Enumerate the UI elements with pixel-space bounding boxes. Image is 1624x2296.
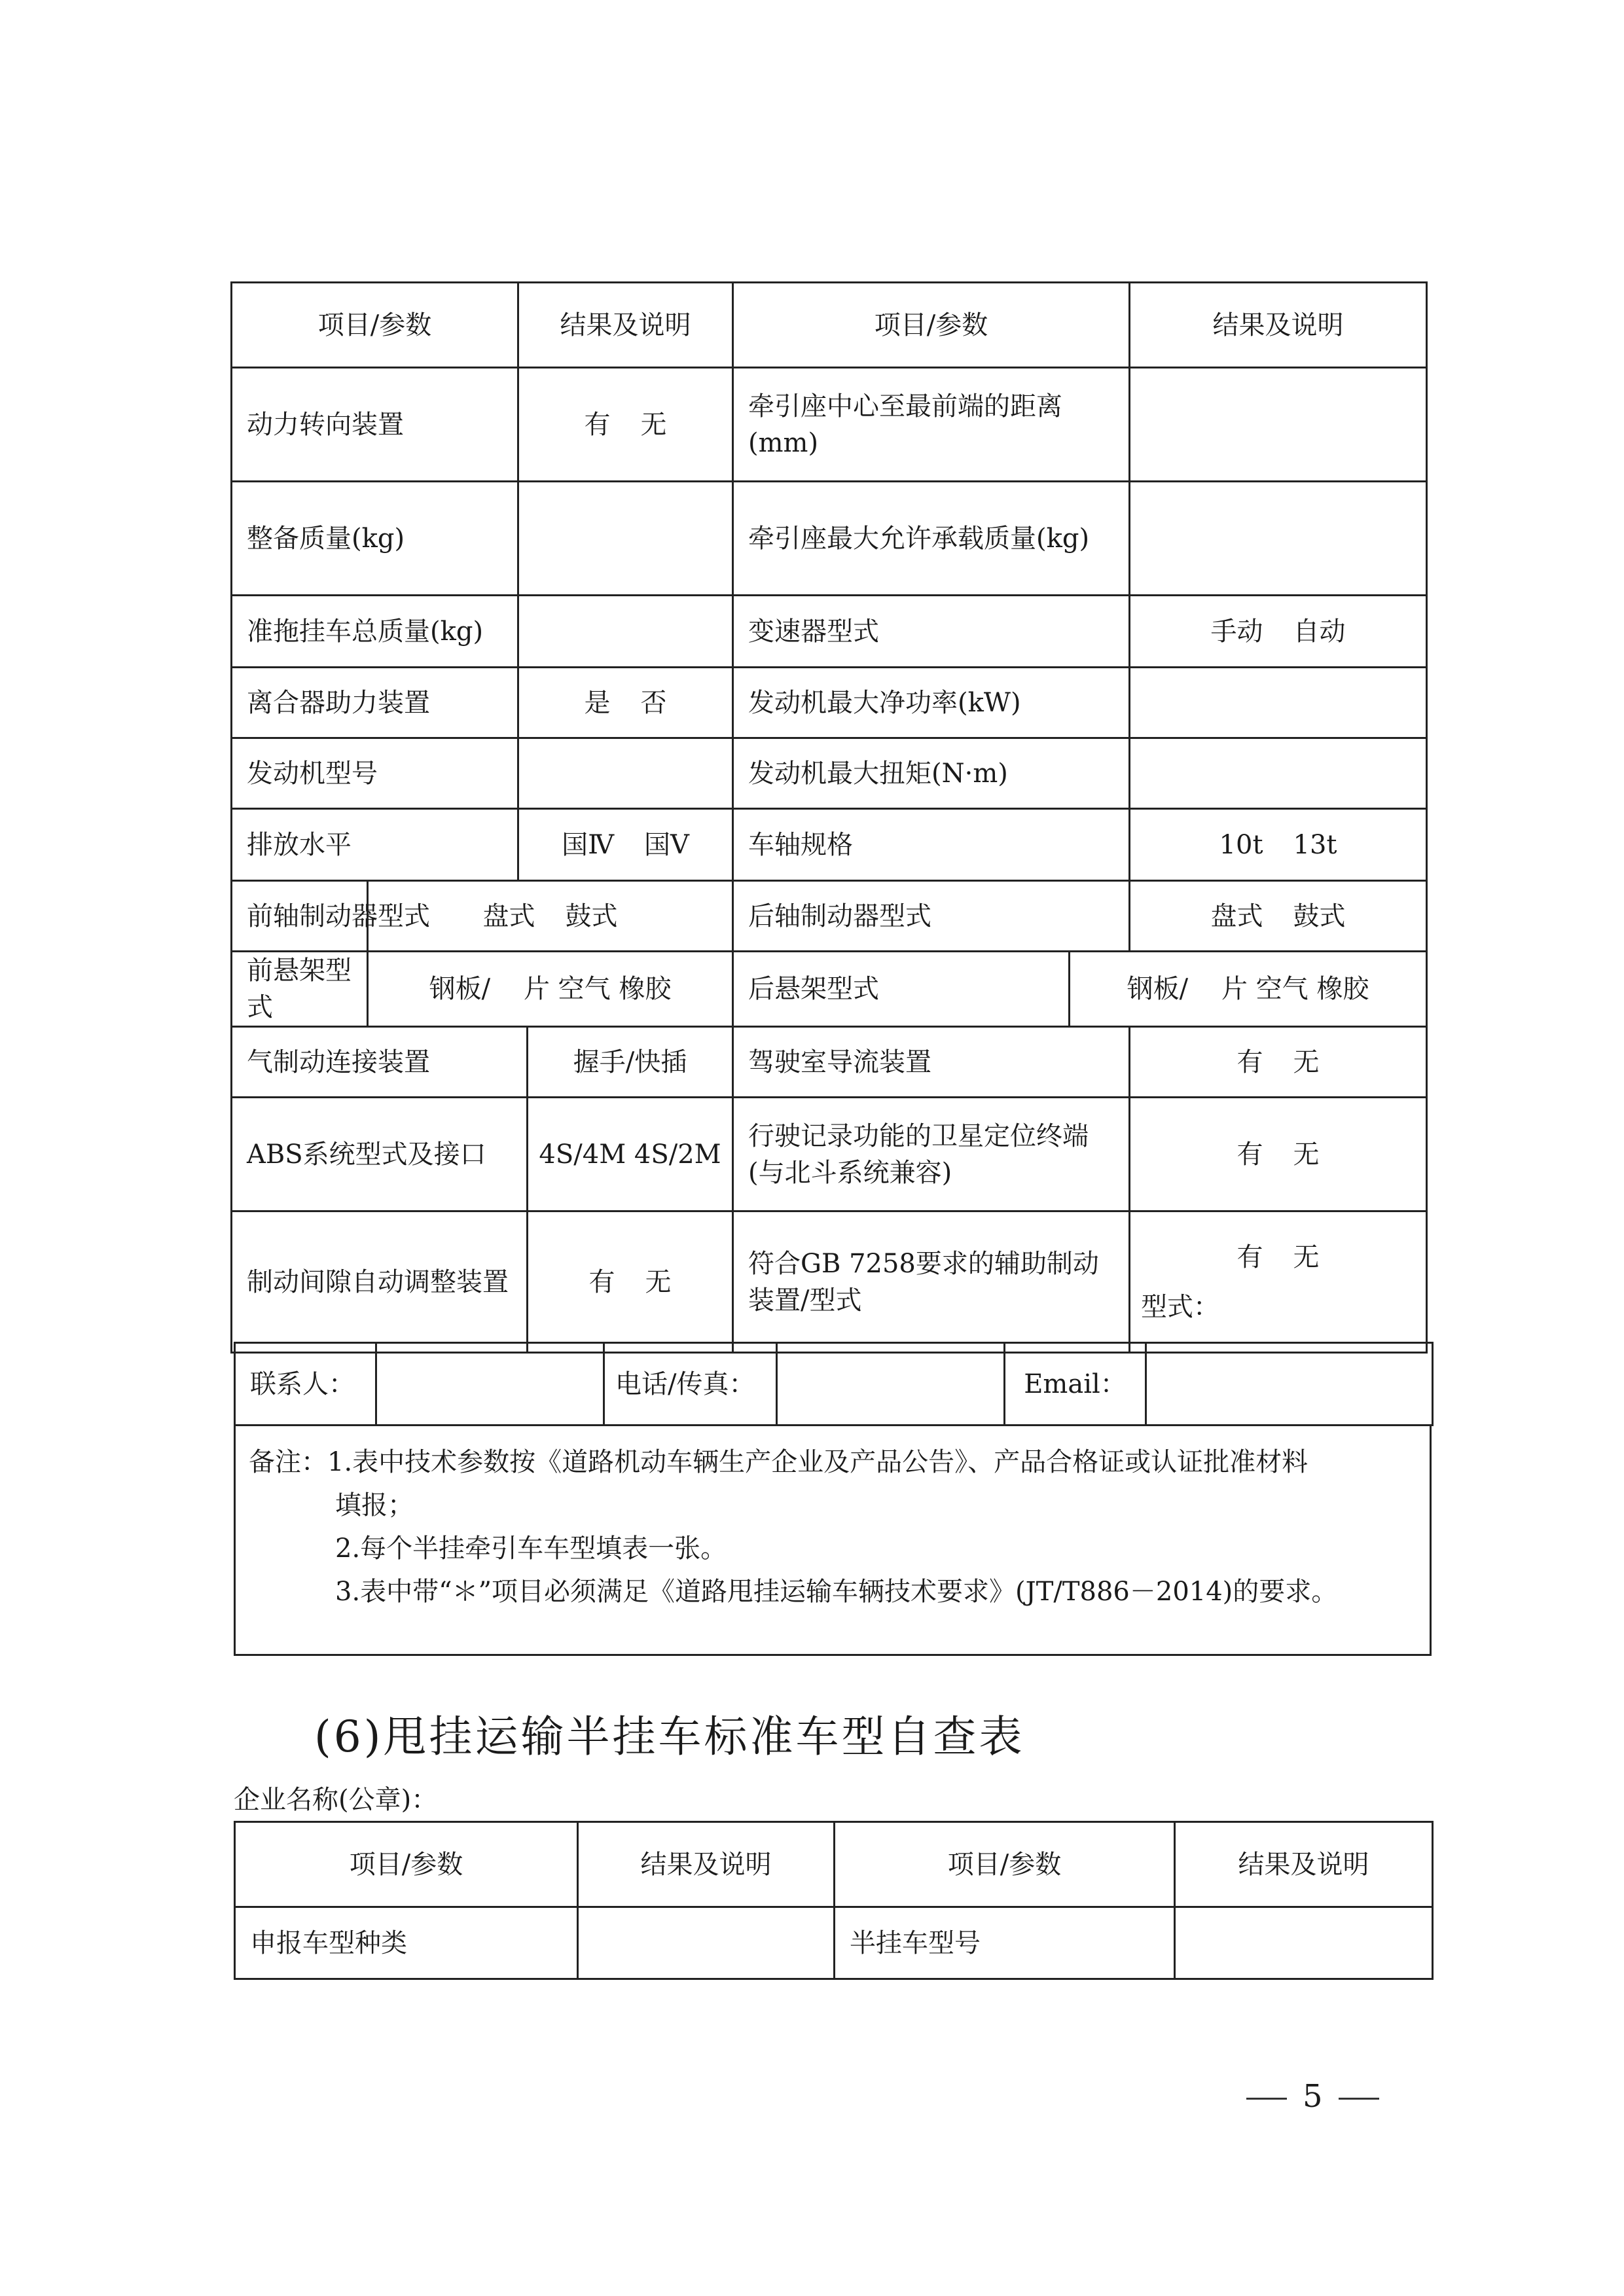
param-label: 发动机最大净功率(kW) xyxy=(733,668,1130,738)
table-row xyxy=(232,668,1427,738)
table-row xyxy=(232,1098,1427,1211)
param-label: 牵引座最大允许承载质量(kg) xyxy=(733,482,1130,596)
table-row xyxy=(232,952,1427,1027)
col-header-item: 项目/参数 xyxy=(733,283,1130,368)
contact-person-field xyxy=(376,1343,604,1426)
col-header-result: 结果及说明 xyxy=(518,283,733,368)
param-value xyxy=(1130,482,1427,596)
remark-line: 填报； xyxy=(335,1490,414,1520)
param-options: 有 无 xyxy=(528,1211,733,1353)
contact-person-label: 联系人： xyxy=(235,1343,376,1426)
param-label: 气制动连接装置 xyxy=(232,1027,528,1098)
param-label: 发动机型号 xyxy=(232,738,518,809)
semitrailer-parameter-table xyxy=(234,1821,1434,1980)
param-label: 后轴制动器型式 xyxy=(733,881,1130,952)
contact-row xyxy=(235,1343,1433,1426)
param-label: ABS系统型式及接口 xyxy=(232,1098,528,1211)
param-value xyxy=(518,482,733,596)
param-label: 准拖挂车总质量(kg) xyxy=(232,596,518,668)
col-header-item: 项目/参数 xyxy=(235,1822,578,1907)
table-row xyxy=(232,596,1427,668)
param-label: 后悬架型式 xyxy=(733,952,1070,1027)
table-header-row xyxy=(232,283,1427,368)
param-value xyxy=(1130,738,1427,809)
param-value xyxy=(518,596,733,668)
email-label: Email： xyxy=(1005,1343,1146,1426)
param-options: 盘式 鼓式 xyxy=(1130,881,1427,952)
phone-fax-label: 电话/传真： xyxy=(604,1343,777,1426)
col-header-result: 结果及说明 xyxy=(578,1822,835,1907)
param-value xyxy=(518,738,733,809)
param-options: 钢板/ 片 空气 橡胶 xyxy=(368,952,733,1027)
param-options: 盘式 鼓式 xyxy=(368,881,733,952)
remark-line: 2.每个半挂牵引车车型填表一张。 xyxy=(335,1534,727,1564)
param-options: 钢板/ 片 空气 橡胶 xyxy=(1070,952,1427,1027)
param-options: 4S/4M 4S/2M xyxy=(528,1098,733,1211)
param-label: 制动间隙自动调整装置 xyxy=(232,1211,528,1353)
page-number-value: 5 xyxy=(1303,2078,1323,2115)
param-label: 前悬架型式 xyxy=(232,952,368,1027)
param-label: 离合器助力装置 xyxy=(232,668,518,738)
param-options: 国Ⅳ 国Ⅴ xyxy=(518,809,733,881)
table-row xyxy=(232,738,1427,809)
email-field xyxy=(1146,1343,1433,1426)
remark-line: 备注：1.表中技术参数按《道路机动车辆生产企业及产品公告》、产品合格证或认证批准材料 xyxy=(249,1447,1308,1477)
remark-line: 3.表中带“＊”项目必须满足《道路甩挂运输车辆技术要求》(JT/T886－2014)的要求。 xyxy=(335,1577,1338,1607)
param-label: 整备质量(kg) xyxy=(232,482,518,596)
company-name-label: 企业名称(公章)： xyxy=(234,1785,438,1815)
param-options: 10t 13t xyxy=(1130,809,1427,881)
param-label: 前轴制动器型式 xyxy=(232,881,368,952)
remarks-box xyxy=(234,1424,1432,1656)
param-label: 排放水平 xyxy=(232,809,518,881)
page-number xyxy=(1231,2078,1395,2115)
param-label: 牵引座中心至最前端的距离(mm) xyxy=(733,368,1130,482)
table-row xyxy=(235,1907,1433,1979)
param-label: 符合GB 7258要求的辅助制动装置/型式 xyxy=(733,1211,1130,1353)
contact-row-table xyxy=(234,1342,1434,1426)
dash-right xyxy=(1339,2098,1379,2100)
tractor-parameter-table xyxy=(230,281,1428,1354)
param-options: 握手/快插 xyxy=(528,1027,733,1098)
param-options: 手动 自动 xyxy=(1130,596,1427,668)
param-label: 车轴规格 xyxy=(733,809,1130,881)
param-options: 有 无 xyxy=(518,368,733,482)
dash-left xyxy=(1246,2098,1287,2100)
table-row xyxy=(232,482,1427,596)
table-row xyxy=(232,368,1427,482)
col-header-result: 结果及说明 xyxy=(1175,1822,1433,1907)
table-header-row xyxy=(235,1822,1433,1907)
table-row xyxy=(232,809,1427,881)
param-value xyxy=(578,1907,835,1979)
table-row xyxy=(232,1027,1427,1098)
param-label: 发动机最大扭矩(N·m) xyxy=(733,738,1130,809)
param-options: 有 无 型式： xyxy=(1130,1211,1427,1353)
param-label: 行驶记录功能的卫星定位终端(与北斗系统兼容) xyxy=(733,1098,1130,1211)
section-title: (6)甩挂运输半挂车标准车型自查表 xyxy=(314,1712,1025,1762)
param-label: 驾驶室导流装置 xyxy=(733,1027,1130,1098)
param-value xyxy=(1130,668,1427,738)
param-value xyxy=(1130,368,1427,482)
table-row xyxy=(232,1211,1427,1353)
param-label: 变速器型式 xyxy=(733,596,1130,668)
phone-fax-field xyxy=(777,1343,1005,1426)
col-header-item: 项目/参数 xyxy=(835,1822,1175,1907)
param-options: 是 否 xyxy=(518,668,733,738)
param-label: 动力转向装置 xyxy=(232,368,518,482)
param-options: 有 无 xyxy=(1130,1098,1427,1211)
param-options: 有 无 xyxy=(1130,1027,1427,1098)
col-header-item: 项目/参数 xyxy=(232,283,518,368)
table-row xyxy=(232,881,1427,952)
form-type-label: 型式： xyxy=(1141,1291,1220,1322)
param-label: 申报车型种类 xyxy=(235,1907,578,1979)
param-label: 半挂车型号 xyxy=(835,1907,1175,1979)
param-value xyxy=(1175,1907,1433,1979)
col-header-result: 结果及说明 xyxy=(1130,283,1427,368)
